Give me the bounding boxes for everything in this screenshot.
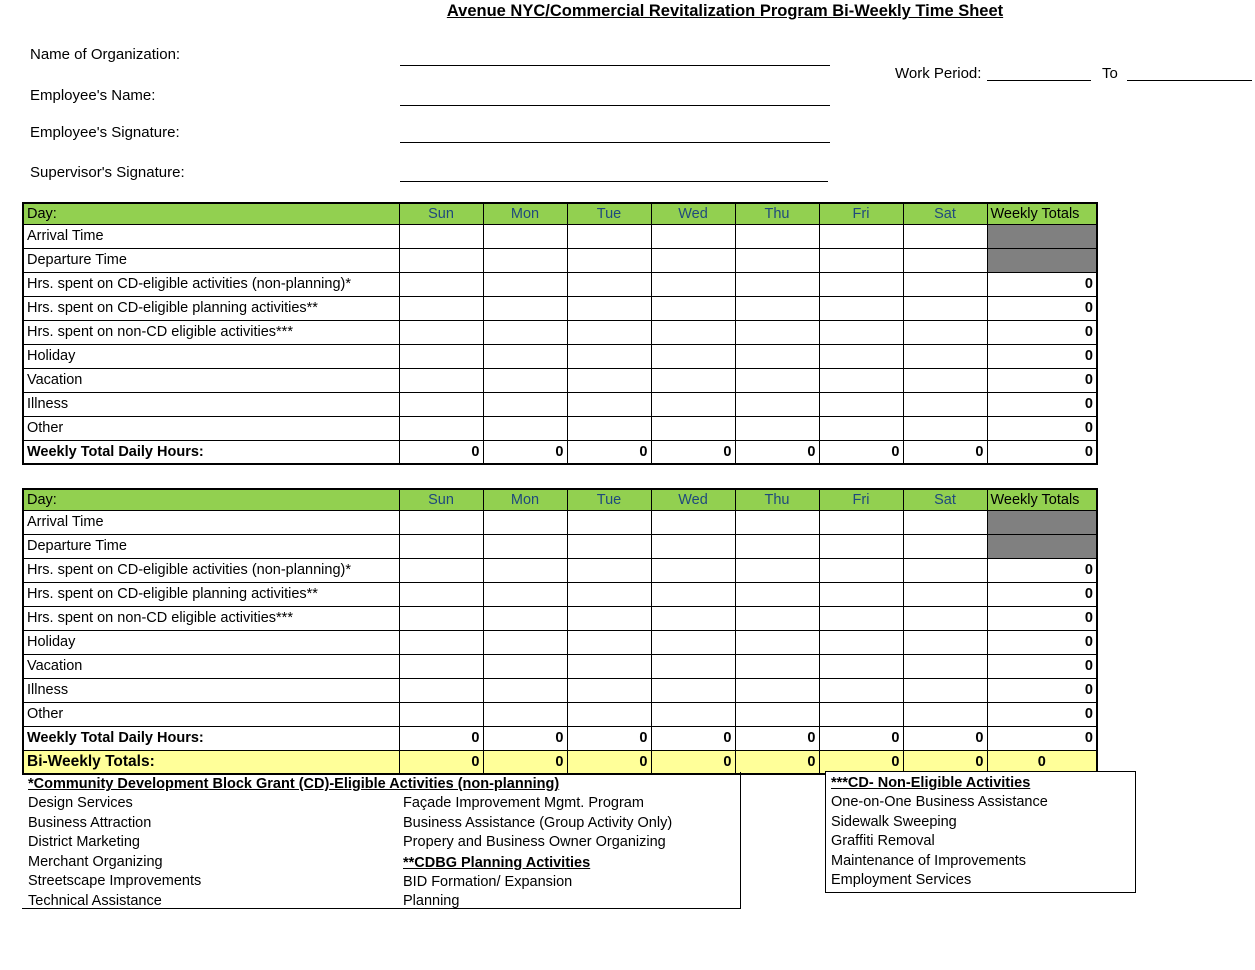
day-entry-cell[interactable]	[819, 534, 903, 558]
day-entry-cell[interactable]	[903, 606, 987, 630]
timesheet-week-2-table	[22, 488, 1098, 775]
work-period-to-label: To	[1102, 65, 1118, 82]
weekly-total-label: Weekly Total Daily Hours:	[23, 440, 399, 464]
day-entry-cell[interactable]	[483, 678, 567, 702]
page-title: Avenue NYC/Commercial Revitalization Program Bi-Weekly Time Sheet	[446, 2, 1004, 20]
day-entry-cell[interactable]	[735, 606, 819, 630]
day-entry-cell[interactable]	[903, 534, 987, 558]
day-entry-cell[interactable]	[735, 558, 819, 582]
day-header-tue: Tue	[567, 489, 651, 510]
week-2-header-row	[23, 489, 1097, 510]
day-header-wed: Wed	[651, 489, 735, 510]
day-entry-cell[interactable]	[651, 344, 735, 368]
day-entry-cell[interactable]	[903, 368, 987, 392]
row-label: Holiday	[23, 344, 399, 368]
weekly-total-day-cell: 0	[483, 726, 567, 750]
day-entry-cell[interactable]	[483, 416, 567, 440]
day-entry-cell[interactable]	[567, 296, 651, 320]
day-header-tue: Tue	[567, 203, 651, 224]
weekly-total-cell: 0	[987, 368, 1097, 392]
day-entry-cell[interactable]	[567, 344, 651, 368]
day-entry-cell[interactable]	[567, 510, 651, 534]
day-entry-cell[interactable]	[819, 296, 903, 320]
cd-eligible-middle-list-top	[403, 794, 740, 853]
weekly-total-day-cell: 0	[483, 440, 567, 464]
footnotes-cd-eligible-section	[22, 772, 741, 909]
timesheet-row	[23, 606, 1097, 630]
timesheet-row	[23, 678, 1097, 702]
footnote-item: Graffiti Removal	[831, 833, 935, 850]
day-entry-cell[interactable]	[819, 654, 903, 678]
day-entry-cell[interactable]	[567, 678, 651, 702]
weekly-total-row	[23, 440, 1097, 464]
timesheet-row	[23, 224, 1097, 248]
row-label: Vacation	[23, 368, 399, 392]
day-entry-cell[interactable]	[483, 344, 567, 368]
day-header-sat: Sat	[903, 489, 987, 510]
day-entry-cell[interactable]	[567, 248, 651, 272]
weekly-total-row	[23, 726, 1097, 750]
day-entry-cell[interactable]	[819, 558, 903, 582]
timesheet-row	[23, 296, 1097, 320]
day-entry-cell[interactable]	[819, 344, 903, 368]
footnote-item: BID Formation/ Expansion	[403, 873, 573, 890]
weekly-total-day-cell: 0	[819, 726, 903, 750]
supervisor-signature-field[interactable]	[400, 168, 828, 182]
work-period-label: Work Period:	[895, 65, 982, 82]
work-period-to-field[interactable]	[1127, 67, 1252, 81]
employee-name-field[interactable]	[400, 92, 830, 106]
day-entry-cell[interactable]	[483, 510, 567, 534]
day-entry-cell[interactable]	[819, 630, 903, 654]
day-entry-cell[interactable]	[651, 558, 735, 582]
day-entry-cell[interactable]	[651, 224, 735, 248]
day-header-sun: Sun	[399, 489, 483, 510]
day-entry-cell[interactable]	[651, 296, 735, 320]
day-entry-cell[interactable]	[399, 392, 483, 416]
day-entry-cell[interactable]	[399, 344, 483, 368]
day-entry-cell[interactable]	[819, 702, 903, 726]
row-label: Hrs. spent on CD-eligible activities (non-planning)*	[23, 558, 399, 582]
employee-signature-field[interactable]	[400, 129, 830, 143]
day-entry-cell[interactable]	[735, 702, 819, 726]
timesheet-row	[23, 368, 1097, 392]
day-entry-cell[interactable]	[483, 654, 567, 678]
weekly-total-day-cell: 0	[567, 440, 651, 464]
day-entry-cell[interactable]	[735, 272, 819, 296]
day-entry-cell[interactable]	[735, 678, 819, 702]
row-label: Hrs. spent on CD-eligible activities (non-planning)*	[23, 272, 399, 296]
day-entry-cell[interactable]	[399, 416, 483, 440]
day-entry-cell[interactable]	[483, 534, 567, 558]
day-entry-cell[interactable]	[399, 272, 483, 296]
day-entry-cell[interactable]	[651, 582, 735, 606]
row-label: Other	[23, 702, 399, 726]
timesheet-row	[23, 510, 1097, 534]
timesheet-row	[23, 248, 1097, 272]
day-entry-cell[interactable]	[651, 368, 735, 392]
day-entry-cell[interactable]	[903, 248, 987, 272]
weekly-totals-header-cell: Weekly Totals	[987, 203, 1097, 224]
day-entry-cell[interactable]	[651, 702, 735, 726]
day-entry-cell[interactable]	[819, 416, 903, 440]
day-entry-cell[interactable]	[819, 392, 903, 416]
day-entry-cell[interactable]	[567, 702, 651, 726]
row-label: Hrs. spent on CD-eligible planning activities**	[23, 582, 399, 606]
day-entry-cell[interactable]	[651, 654, 735, 678]
biweekly-total-day-cell: 0	[903, 750, 987, 774]
weekly-total-cell: 0	[987, 296, 1097, 320]
day-entry-cell[interactable]	[903, 344, 987, 368]
row-label: Departure Time	[23, 248, 399, 272]
day-entry-cell[interactable]	[399, 320, 483, 344]
day-entry-cell[interactable]	[735, 248, 819, 272]
day-entry-cell[interactable]	[651, 416, 735, 440]
weekly-total-day-cell: 0	[903, 726, 987, 750]
day-entry-cell[interactable]	[819, 320, 903, 344]
day-entry-cell[interactable]	[651, 678, 735, 702]
day-entry-cell[interactable]	[399, 510, 483, 534]
day-entry-cell[interactable]	[819, 248, 903, 272]
row-label: Illness	[23, 678, 399, 702]
supervisor-signature-label: Supervisor's Signature:	[30, 164, 185, 181]
row-label: Arrival Time	[23, 224, 399, 248]
day-entry-cell[interactable]	[483, 392, 567, 416]
day-entry-cell[interactable]	[651, 630, 735, 654]
timesheet-row	[23, 558, 1097, 582]
timesheet-row	[23, 630, 1097, 654]
timesheet-row	[23, 320, 1097, 344]
day-entry-cell[interactable]	[903, 558, 987, 582]
footnote-item: Sidewalk Sweeping	[831, 813, 957, 830]
day-entry-cell[interactable]	[903, 320, 987, 344]
day-entry-cell[interactable]	[483, 296, 567, 320]
footnote-item: Planning	[403, 893, 460, 910]
weekly-total-cell: 0	[987, 630, 1097, 654]
day-entry-cell[interactable]	[903, 224, 987, 248]
day-entry-cell[interactable]	[483, 248, 567, 272]
day-header-wed: Wed	[651, 203, 735, 224]
day-entry-cell[interactable]	[903, 654, 987, 678]
day-entry-cell[interactable]	[399, 606, 483, 630]
weekly-total-day-cell: 0	[903, 440, 987, 464]
row-label: Vacation	[23, 654, 399, 678]
weekly-totals-header-cell: Weekly Totals	[987, 489, 1097, 510]
footnotes-columns	[28, 794, 740, 912]
weekly-total-day-cell: 0	[735, 726, 819, 750]
biweekly-total-day-cell: 0	[735, 750, 819, 774]
day-entry-cell[interactable]	[903, 296, 987, 320]
cd-eligible-heading: *Community Development Block Grant (CD)-Eligible Activities (non-planning)	[28, 776, 560, 792]
day-entry-cell[interactable]	[903, 510, 987, 534]
day-header-mon: Mon	[483, 203, 567, 224]
weekly-total-cell: 0	[987, 654, 1097, 678]
weekly-total-cell: 0	[987, 678, 1097, 702]
day-entry-cell[interactable]	[819, 368, 903, 392]
day-entry-cell[interactable]	[735, 320, 819, 344]
row-label: Other	[23, 416, 399, 440]
day-entry-cell[interactable]	[567, 558, 651, 582]
cd-eligible-middle-column	[403, 794, 740, 912]
day-entry-cell[interactable]	[819, 272, 903, 296]
organization-name-field[interactable]	[400, 52, 830, 66]
day-entry-cell[interactable]	[651, 320, 735, 344]
day-entry-cell[interactable]	[567, 224, 651, 248]
timesheet-row	[23, 654, 1097, 678]
week-1-header-row	[23, 203, 1097, 224]
weekly-total-cell	[987, 224, 1097, 248]
timesheet-row	[23, 392, 1097, 416]
footnote-item: Merchant Organizing	[28, 853, 163, 870]
weekly-total-sum-cell: 0	[987, 726, 1097, 750]
day-entry-cell[interactable]	[819, 224, 903, 248]
day-entry-cell[interactable]	[567, 320, 651, 344]
cdbg-planning-list	[403, 873, 740, 912]
cd-non-eligible-heading: ***CD- Non-Eligible Activities	[831, 775, 1031, 791]
day-entry-cell[interactable]	[651, 534, 735, 558]
cd-eligible-left-list	[28, 794, 403, 912]
cd-non-eligible-list	[831, 793, 1135, 891]
day-entry-cell[interactable]	[651, 272, 735, 296]
biweekly-total-day-cell: 0	[651, 750, 735, 774]
employee-name-label: Employee's Name:	[30, 87, 156, 104]
day-header-thu: Thu	[735, 489, 819, 510]
day-entry-cell[interactable]	[483, 630, 567, 654]
footnote-item: Business Assistance (Group Activity Only)	[403, 814, 673, 831]
timesheet-row	[23, 582, 1097, 606]
day-entry-cell[interactable]	[735, 534, 819, 558]
day-entry-cell[interactable]	[567, 654, 651, 678]
biweekly-total-day-cell: 0	[819, 750, 903, 774]
weekly-total-cell	[987, 510, 1097, 534]
day-entry-cell[interactable]	[819, 510, 903, 534]
day-header-thu: Thu	[735, 203, 819, 224]
row-label: Hrs. spent on CD-eligible planning activities**	[23, 296, 399, 320]
weekly-total-cell: 0	[987, 344, 1097, 368]
footnote-item: Façade Improvement Mgmt. Program	[403, 795, 644, 811]
day-entry-cell[interactable]	[819, 582, 903, 606]
biweekly-total-sum-cell: 0	[987, 750, 1097, 774]
weekly-total-cell	[987, 534, 1097, 558]
day-entry-cell[interactable]	[399, 630, 483, 654]
footnote-item: Technical Assistance	[28, 892, 162, 909]
day-entry-cell[interactable]	[735, 368, 819, 392]
day-entry-cell[interactable]	[567, 392, 651, 416]
day-entry-cell[interactable]	[651, 248, 735, 272]
day-entry-cell[interactable]	[567, 534, 651, 558]
day-entry-cell[interactable]	[735, 392, 819, 416]
day-entry-cell[interactable]	[399, 296, 483, 320]
day-header-sat: Sat	[903, 203, 987, 224]
biweekly-total-label: Bi-Weekly Totals:	[23, 750, 399, 774]
day-entry-cell[interactable]	[483, 368, 567, 392]
biweekly-total-day-cell: 0	[483, 750, 567, 774]
day-entry-cell[interactable]	[567, 582, 651, 606]
day-entry-cell[interactable]	[903, 678, 987, 702]
day-entry-cell[interactable]	[399, 582, 483, 606]
day-entry-cell[interactable]	[735, 654, 819, 678]
day-entry-cell[interactable]	[903, 272, 987, 296]
row-label: Illness	[23, 392, 399, 416]
footnotes-cd-non-eligible-box	[825, 771, 1136, 893]
timesheet-row	[23, 344, 1097, 368]
day-entry-cell[interactable]	[903, 582, 987, 606]
row-label: Departure Time	[23, 534, 399, 558]
footnote-item: Employment Services	[831, 872, 972, 889]
day-entry-cell[interactable]	[567, 416, 651, 440]
day-entry-cell[interactable]	[483, 606, 567, 630]
day-entry-cell[interactable]	[651, 606, 735, 630]
work-period-from-field[interactable]	[987, 67, 1091, 81]
footnote-item: Streetscape Improvements	[28, 873, 202, 890]
weekly-total-cell: 0	[987, 558, 1097, 582]
weekly-total-cell: 0	[987, 582, 1097, 606]
day-entry-cell[interactable]	[903, 416, 987, 440]
day-entry-cell[interactable]	[651, 392, 735, 416]
weekly-total-day-cell: 0	[819, 440, 903, 464]
weekly-total-cell: 0	[987, 606, 1097, 630]
timesheet-row	[23, 416, 1097, 440]
cdbg-planning-heading: **CDBG Planning Activities	[403, 854, 591, 871]
day-entry-cell[interactable]	[399, 224, 483, 248]
day-entry-cell[interactable]	[819, 606, 903, 630]
organization-label: Name of Organization:	[30, 46, 181, 63]
row-label: Holiday	[23, 630, 399, 654]
day-entry-cell[interactable]	[735, 296, 819, 320]
weekly-total-cell: 0	[987, 320, 1097, 344]
day-entry-cell[interactable]	[735, 630, 819, 654]
day-header-fri: Fri	[819, 203, 903, 224]
timesheet-row	[23, 702, 1097, 726]
day-entry-cell[interactable]	[567, 272, 651, 296]
footnote-item: District Marketing	[28, 834, 140, 851]
day-entry-cell[interactable]	[903, 392, 987, 416]
day-entry-cell[interactable]	[399, 534, 483, 558]
weekly-total-cell	[987, 248, 1097, 272]
day-entry-cell[interactable]	[651, 510, 735, 534]
day-entry-cell[interactable]	[735, 224, 819, 248]
day-entry-cell[interactable]	[399, 702, 483, 726]
day-entry-cell[interactable]	[735, 582, 819, 606]
day-entry-cell[interactable]	[399, 248, 483, 272]
day-entry-cell[interactable]	[735, 344, 819, 368]
day-entry-cell[interactable]	[399, 368, 483, 392]
footnote-item: Propery and Business Owner Organizing	[403, 834, 666, 851]
weekly-total-label: Weekly Total Daily Hours:	[23, 726, 399, 750]
weekly-total-cell: 0	[987, 702, 1097, 726]
weekly-total-cell: 0	[987, 392, 1097, 416]
day-entry-cell[interactable]	[399, 678, 483, 702]
timesheet-row	[23, 534, 1097, 558]
weekly-total-day-cell: 0	[651, 726, 735, 750]
footnote-item: Maintenance of Improvements	[831, 852, 1027, 869]
weekly-total-day-cell: 0	[399, 440, 483, 464]
day-header-cell: Day:	[23, 203, 399, 224]
day-entry-cell[interactable]	[735, 416, 819, 440]
day-entry-cell[interactable]	[483, 224, 567, 248]
day-entry-cell[interactable]	[735, 510, 819, 534]
day-entry-cell[interactable]	[483, 320, 567, 344]
day-header-cell: Day:	[23, 489, 399, 510]
weekly-total-day-cell: 0	[651, 440, 735, 464]
day-entry-cell[interactable]	[483, 702, 567, 726]
day-entry-cell[interactable]	[399, 558, 483, 582]
weekly-total-day-cell: 0	[399, 726, 483, 750]
weekly-total-cell: 0	[987, 272, 1097, 296]
day-entry-cell[interactable]	[903, 630, 987, 654]
footnote-item: Business Attraction	[28, 814, 152, 831]
day-entry-cell[interactable]	[567, 368, 651, 392]
day-header-sun: Sun	[399, 203, 483, 224]
day-header-mon: Mon	[483, 489, 567, 510]
day-entry-cell[interactable]	[399, 654, 483, 678]
day-header-fri: Fri	[819, 489, 903, 510]
footnote-item: One-on-One Business Assistance	[831, 794, 1048, 810]
day-entry-cell[interactable]	[483, 272, 567, 296]
timesheet-week-1-table	[22, 202, 1098, 465]
weekly-total-cell: 0	[987, 416, 1097, 440]
row-label: Hrs. spent on non-CD eligible activities***	[23, 606, 399, 630]
row-label: Arrival Time	[23, 510, 399, 534]
day-entry-cell[interactable]	[567, 630, 651, 654]
day-entry-cell[interactable]	[903, 702, 987, 726]
employee-signature-label: Employee's Signature:	[30, 124, 180, 141]
biweekly-total-day-cell: 0	[567, 750, 651, 774]
day-entry-cell[interactable]	[483, 558, 567, 582]
row-label: Hrs. spent on non-CD eligible activities***	[23, 320, 399, 344]
weekly-total-day-cell: 0	[735, 440, 819, 464]
weekly-total-day-cell: 0	[567, 726, 651, 750]
day-entry-cell[interactable]	[483, 582, 567, 606]
timesheet-row	[23, 272, 1097, 296]
day-entry-cell[interactable]	[567, 606, 651, 630]
day-entry-cell[interactable]	[819, 678, 903, 702]
biweekly-total-day-cell: 0	[399, 750, 483, 774]
weekly-total-sum-cell: 0	[987, 440, 1097, 464]
footnote-item: Design Services	[28, 795, 133, 811]
